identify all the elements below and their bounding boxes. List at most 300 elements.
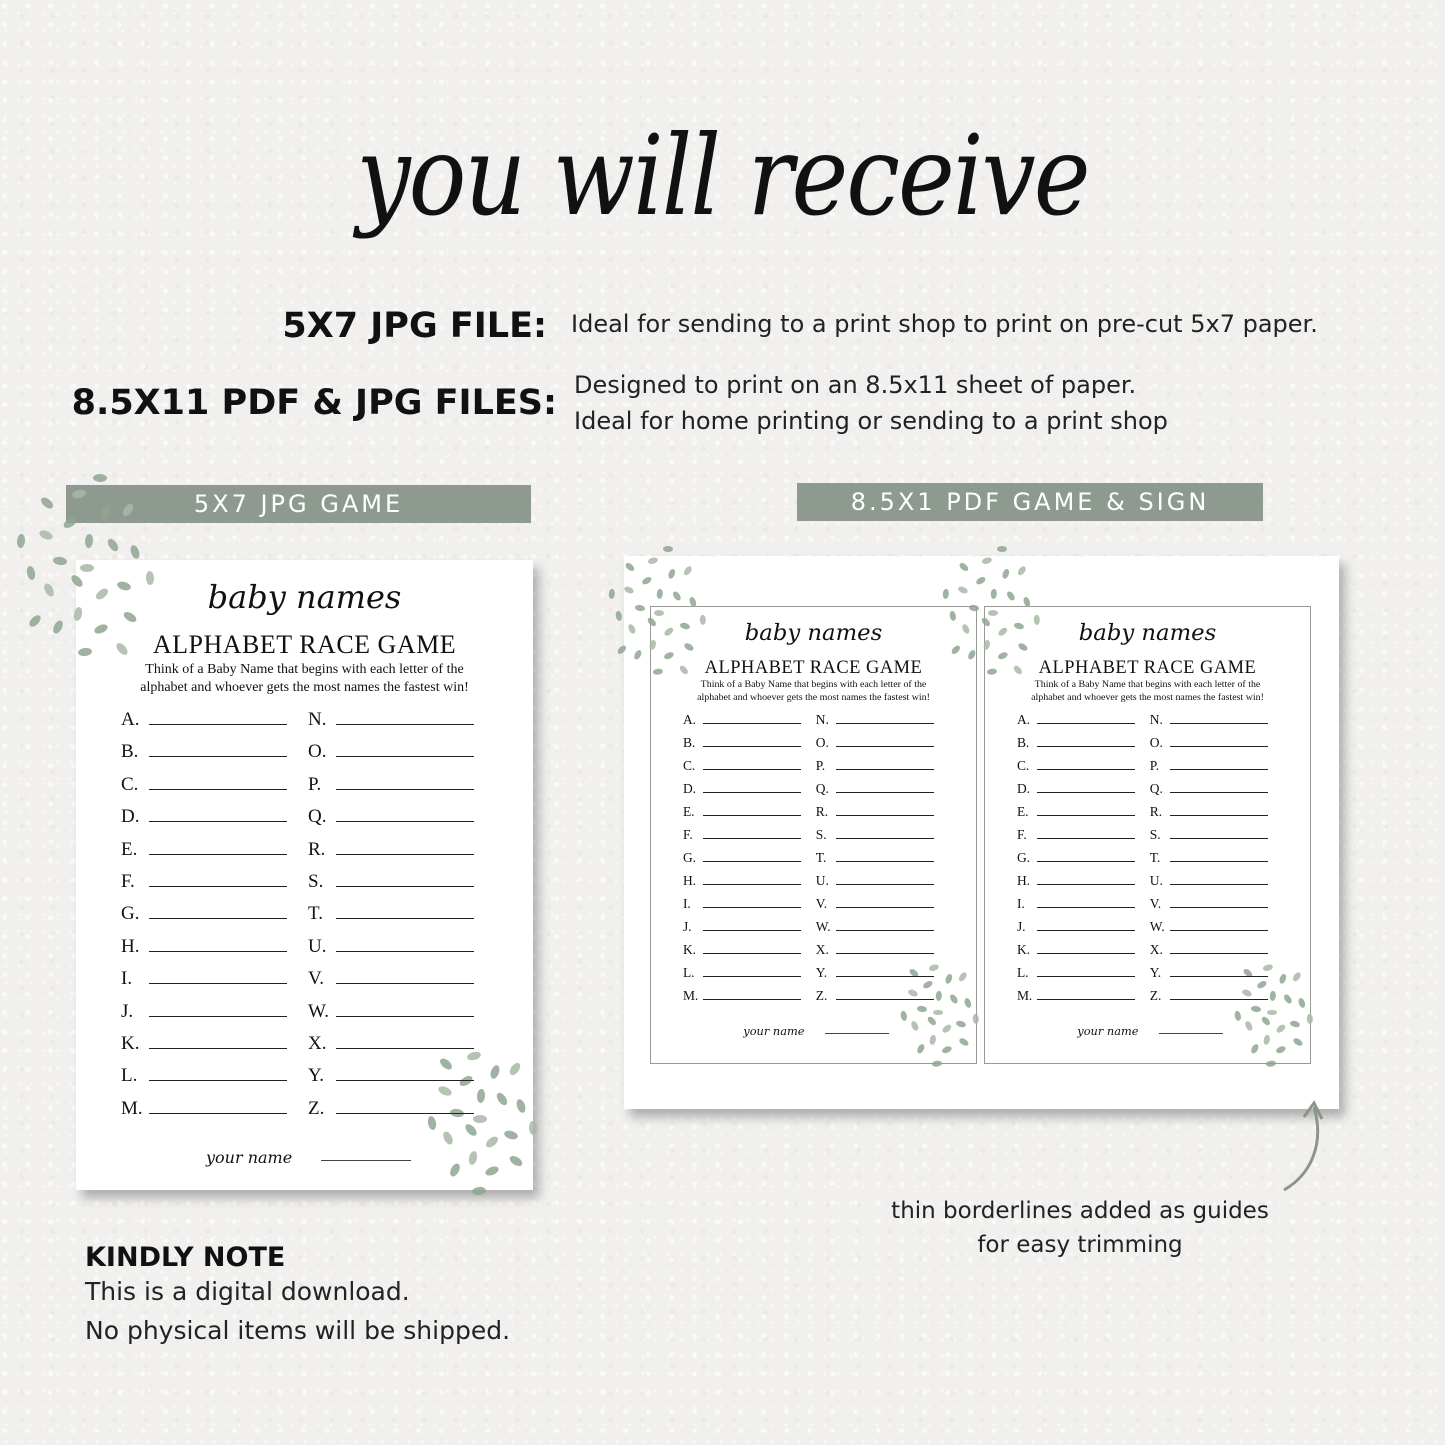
card57-answer-line — [336, 838, 474, 855]
file-desc-8x11-line1: Designed to print on an 8.5x11 sheet of paper. — [574, 371, 1137, 399]
card57-answer-line — [336, 773, 474, 790]
sheetB-letter-label: R. — [1149, 804, 1163, 820]
card57-letter-label: K. — [121, 1033, 140, 1054]
sheetB-answer-line — [1037, 942, 1135, 954]
sheetA-letter-label: N. — [815, 712, 829, 728]
sheetA-letter-label: A. — [682, 712, 697, 728]
sheetA-answer-line — [836, 827, 934, 839]
sheetB-letter-label: J. — [1016, 919, 1026, 935]
card57-letter-row — [121, 805, 287, 828]
sheetB-foliage-bottom-leaf — [1251, 1005, 1262, 1012]
card57-letter-label: T. — [308, 903, 323, 925]
sheetB-foliage-bottom-leaf — [1292, 971, 1302, 982]
sheetA-letter-label: C. — [682, 758, 696, 774]
card57-answer-line — [336, 870, 474, 887]
card57-letter-label: B. — [121, 741, 139, 763]
sheetB-answer-line — [1170, 781, 1268, 793]
sheetA-answer-line — [836, 965, 934, 977]
sheetA-foliage-bottom-leaf — [927, 1015, 938, 1026]
card57-foliage-top-leaf — [62, 516, 78, 530]
sheetA-letter-row — [683, 735, 801, 751]
card57-letter-row — [308, 805, 474, 828]
sheetA-answer-line — [703, 965, 801, 977]
sheetB-foliage-bottom-leaf — [1283, 993, 1293, 1004]
card57-script-title: baby names — [207, 578, 402, 616]
sheetA-instructions-2: alphabet and whoever gets the most names the fastest win! — [697, 692, 930, 704]
card57-answer-line — [149, 1097, 287, 1114]
card57-letter-label: O. — [308, 741, 327, 763]
sheetA-foliage-bottom-leaf — [958, 1037, 969, 1047]
sheetB-letter-row — [1017, 827, 1135, 843]
sheetA-foliage-top-leaf — [654, 610, 664, 616]
sheetA-letter-label: R. — [815, 804, 829, 820]
sheetA-foliage-bottom-leaf — [941, 1045, 952, 1054]
card57-letter-row — [308, 740, 474, 763]
sheetB-foliage-bottom-leaf — [1289, 1020, 1300, 1028]
sheetB-letter-label: H. — [1016, 873, 1031, 889]
sheetB-letter-row — [1150, 850, 1268, 866]
trim-caption-line2: for easy trimming — [977, 1232, 1183, 1258]
sheetA-letter-row — [816, 781, 934, 797]
sheetB-letter-row — [1017, 942, 1135, 958]
card57-foliage-top-leaf — [51, 619, 65, 635]
sheetA-foliage-bottom-leaf — [911, 1020, 921, 1031]
card57-answer-line — [336, 902, 474, 919]
card57-foliage-bottom-leaf — [507, 1061, 522, 1077]
sheetB-letter-row — [1150, 758, 1268, 774]
sheetB-foliage-top-leaf — [975, 576, 986, 586]
card57-answer-line — [149, 1000, 287, 1017]
card57-letter-label: H. — [121, 935, 140, 957]
sheetA-foliage-top-leaf — [609, 588, 616, 598]
sheetB-answer-line — [1170, 758, 1268, 770]
card57-letter-row — [121, 1064, 287, 1087]
card57-foliage-bottom-leaf — [471, 1186, 486, 1196]
card57-letter-row — [308, 1097, 474, 1120]
sheetB-letter-label: X. — [1149, 942, 1163, 958]
sheetB-letter-label: W. — [1149, 919, 1165, 935]
card57-answer-line — [336, 708, 474, 725]
sheetA-letter-row — [816, 827, 934, 843]
card57-foliage-bottom-leaf — [484, 1164, 500, 1177]
sheetA-letter-label: K. — [682, 942, 697, 958]
section-label-5x7: 5X7 JPG GAME — [66, 485, 531, 523]
sheetB-answer-line — [1170, 965, 1268, 977]
sheetA-foliage-bottom-leaf — [932, 1060, 943, 1067]
sheetB-answer-line — [1037, 965, 1135, 977]
sheetA-answer-line — [836, 804, 934, 816]
sheetB-foliage-bottom-leaf — [1267, 1010, 1277, 1016]
card57-letter-label: I. — [121, 968, 133, 990]
card57-foliage-top-leaf — [80, 564, 94, 572]
card57-answer-line — [149, 838, 287, 855]
card57-letter-label: R. — [308, 838, 326, 860]
card57-answer-line — [149, 740, 287, 757]
card57-letter-row — [121, 838, 287, 861]
card57-answer-line — [149, 773, 287, 790]
sheetB-foliage-bottom-leaf — [1266, 1060, 1277, 1067]
sheetA-answer-line — [703, 988, 801, 1000]
sheetA-letter-row — [683, 873, 801, 889]
sheetA-foliage-top-leaf — [627, 623, 637, 634]
card57-foliage-top-leaf — [38, 529, 54, 542]
sheetB-letter-label: Z. — [1149, 988, 1162, 1004]
card57-foliage-bottom-leaf — [495, 1091, 510, 1107]
sheetB-letter-row — [1150, 873, 1268, 889]
sheetB-foliage-top-leaf — [1016, 565, 1026, 576]
sheetB-letter-row — [1017, 896, 1135, 912]
sheetA-letter-row — [683, 896, 801, 912]
trim-caption-line1: thin borderlines added as guides — [891, 1198, 1269, 1224]
file-label-8x11: 8.5X11 PDF & JPG FILES: — [71, 383, 557, 423]
card57-foliage-top-leaf — [84, 534, 93, 549]
sheetB-letter-label: F. — [1016, 827, 1027, 843]
note-title: KINDLY NOTE — [85, 1242, 286, 1273]
card57-answer-line — [336, 805, 474, 822]
sheetA-answer-line — [836, 781, 934, 793]
sheetA-letter-row — [683, 850, 801, 866]
sheetB-answer-line — [1170, 827, 1268, 839]
sheetA-name-line — [825, 1033, 889, 1034]
card57-letter-label: A. — [121, 709, 140, 730]
sheetA-answer-line — [703, 896, 801, 908]
sheetB-answer-line — [1037, 758, 1135, 770]
sheetB-letter-label: Y. — [1149, 965, 1162, 981]
card57-foliage-bottom-leaf — [489, 1064, 501, 1080]
sheetB-letter-row — [1150, 804, 1268, 820]
card57-foliage-top-leaf — [25, 565, 36, 580]
card57-answer-line — [336, 1032, 474, 1049]
card57-foliage-bottom-leaf — [448, 1162, 462, 1178]
sheetB-foliage-bottom-leaf — [1245, 1020, 1255, 1031]
sheetA-title: ALPHABET RACE GAME — [704, 656, 923, 677]
sheetB-answer-line — [1037, 735, 1135, 747]
sheetA-letter-row — [816, 942, 934, 958]
sheetA-foliage-top-leaf — [633, 649, 643, 660]
sheetA-letter-label: V. — [815, 896, 828, 912]
sheetA-foliage-bottom-leaf — [955, 1020, 966, 1028]
sheetB-answer-line — [1037, 804, 1135, 816]
sheetB-answer-line — [1037, 896, 1135, 908]
card57-foliage-bottom-leaf — [473, 1115, 487, 1123]
sheetA-foliage-bottom-leaf — [963, 997, 972, 1008]
sheetA-letter-label: F. — [682, 827, 693, 843]
note-line2: No physical items will be shipped. — [85, 1316, 511, 1345]
card57-answer-line — [336, 967, 474, 984]
sheetB-instructions-1: Think of a Baby Name that begins with each letter of the — [1034, 679, 1261, 691]
sheetB-letter-label: A. — [1016, 712, 1031, 728]
sheetB-letter-label: L. — [1016, 965, 1029, 981]
card57-answer-line — [336, 935, 474, 952]
card57-letter-label: N. — [308, 709, 327, 730]
sheetB-letter-row — [1150, 712, 1268, 728]
card57-letter-label: Q. — [308, 806, 327, 828]
sheetA-foliage-top-leaf — [648, 556, 659, 564]
sheetA-answer-line — [703, 942, 801, 954]
sheetB-foliage-top-leaf — [1001, 568, 1010, 579]
card57-foliage-bottom-leaf — [515, 1098, 527, 1114]
sheetA-foliage-bottom-leaf — [945, 973, 954, 984]
card57-answer-line — [149, 1064, 287, 1081]
sheetA-letter-label: X. — [815, 942, 829, 958]
sheetB-answer-line — [1037, 712, 1135, 724]
sheetA-answer-line — [836, 988, 934, 1000]
card57-foliage-bottom-leaf — [484, 1134, 500, 1149]
card57-foliage-bottom-leaf — [529, 1120, 538, 1134]
card57-letter-row — [121, 870, 287, 893]
sheetB-foliage-bottom-leaf — [1292, 1037, 1303, 1047]
sheetB-letter-row — [1150, 735, 1268, 751]
sheetA-answer-line — [703, 712, 801, 724]
sheetA-letter-row — [683, 942, 801, 958]
sheetA-letter-row — [816, 873, 934, 889]
sheetB-letter-label: B. — [1016, 735, 1030, 751]
card57-answer-line — [149, 708, 287, 725]
sheetB-letter-label: K. — [1016, 942, 1031, 958]
sheetB-letter-row — [1017, 712, 1135, 728]
sheetB-title: ALPHABET RACE GAME — [1038, 656, 1257, 677]
sheetB-answer-line — [1037, 873, 1135, 885]
sheetA-answer-line — [703, 919, 801, 931]
sheetA-instructions-1: Think of a Baby Name that begins with each letter of the — [700, 679, 927, 691]
card57-foliage-bottom-leaf — [467, 1150, 478, 1165]
sheetA-foliage-top-leaf — [634, 605, 645, 612]
sheetB-foliage-bottom-leaf — [1234, 1010, 1241, 1021]
sheetA-foliage-bottom-leaf — [933, 1010, 943, 1016]
card57-letter-row — [308, 1064, 474, 1087]
sheetA-letter-row — [816, 919, 934, 935]
sheetA-answer-line — [836, 735, 934, 747]
sheetA-letter-label: E. — [682, 804, 695, 820]
sheetB-letter-row — [1017, 758, 1135, 774]
sheetB-foliage-top-leaf — [988, 610, 998, 616]
card57-letter-row — [308, 1000, 474, 1023]
card57-foliage-bottom-leaf — [508, 1153, 524, 1167]
sheetA-foliage-top-leaf — [616, 645, 627, 656]
sheetB-instructions-2: alphabet and whoever gets the most names the fastest win! — [1031, 692, 1264, 704]
page-heading: you will receive — [356, 111, 1089, 241]
sheetB-letter-label: I. — [1016, 896, 1025, 912]
sheetA-foliage-bottom-leaf — [916, 1043, 926, 1054]
card57-letter-label: M. — [121, 1097, 143, 1119]
sheetB-foliage-bottom-leaf — [1263, 1035, 1271, 1046]
sheetA-letter-row — [816, 896, 934, 912]
sheetA-letter-label: U. — [815, 873, 829, 889]
card57-letter-row — [121, 935, 287, 958]
sheetB-letter-label: D. — [1016, 781, 1031, 797]
sheetB-foliage-bottom-leaf — [1307, 1014, 1313, 1024]
sheetA-foliage-bottom-leaf — [917, 1005, 928, 1012]
sheetA-foliage-top-leaf — [625, 561, 636, 572]
sheetA-answer-line — [836, 873, 934, 885]
sheetB-script-title: baby names — [1078, 619, 1217, 646]
card57-foliage-top-leaf — [39, 496, 55, 511]
sheetB-answer-line — [1037, 850, 1135, 862]
sheetA-answer-line — [836, 850, 934, 862]
card57-foliage-top-leaf — [42, 582, 55, 598]
sheetA-foliage-top-leaf — [624, 585, 635, 594]
sheetA-foliage-top-leaf — [657, 588, 663, 598]
sheetA-letter-label: D. — [682, 781, 697, 797]
sheetA-answer-line — [703, 873, 801, 885]
sheetA-foliage-bottom-leaf — [936, 991, 942, 1001]
sheetB-answer-line — [1170, 735, 1268, 747]
card57-letter-row — [121, 1097, 287, 1120]
sheetB-foliage-bottom-leaf — [1276, 1023, 1287, 1034]
card57-letter-label: E. — [121, 838, 138, 860]
card57-letter-label: P. — [308, 773, 322, 795]
sheetB-foliage-top-leaf — [1023, 596, 1032, 607]
game-card-5x7 — [76, 560, 533, 1190]
sheetA-letter-row — [683, 919, 801, 935]
sheetB-letter-label: C. — [1016, 758, 1030, 774]
sheetA-letter-label: T. — [815, 850, 827, 866]
sheetA-letter-label: H. — [682, 873, 697, 889]
sheetB-letter-row — [1017, 804, 1135, 820]
kindly-note — [85, 1242, 510, 1345]
card57-letter-row — [121, 1032, 287, 1055]
card57-letter-label: V. — [308, 968, 325, 990]
sheetA-answer-line — [836, 712, 934, 724]
card57-foliage-top-leaf — [93, 474, 107, 482]
sheetA-letter-label: P. — [815, 758, 826, 774]
sheetB-foliage-bottom-leaf — [1250, 1043, 1260, 1054]
card57-letter-row — [308, 935, 474, 958]
game-card-8x11-right — [984, 606, 1311, 1064]
sheetB-letter-row — [1017, 873, 1135, 889]
card57-letter-label: U. — [308, 935, 327, 957]
sheetA-answer-line — [703, 804, 801, 816]
sheetA-answer-line — [703, 758, 801, 770]
sheetB-foliage-bottom-leaf — [1270, 991, 1276, 1001]
card57-answer-line — [149, 1032, 287, 1049]
sheetB-letter-row — [1150, 919, 1268, 935]
sheetA-letter-label: W. — [815, 919, 831, 935]
curved-arrow-icon — [1270, 1095, 1340, 1195]
sheetB-answer-line — [1170, 896, 1268, 908]
card57-your-name: your name — [206, 1148, 293, 1167]
sheetB-foliage-top-leaf — [982, 556, 993, 564]
sheetB-answer-line — [1170, 873, 1268, 885]
card57-letter-label: X. — [308, 1033, 327, 1054]
card57-answer-line — [149, 935, 287, 952]
card57-letter-row — [308, 1032, 474, 1055]
sheetA-answer-line — [836, 896, 934, 908]
sheetA-foliage-top-leaf — [672, 590, 682, 601]
card57-foliage-bottom-leaf — [464, 1122, 479, 1138]
sheetA-letter-row — [683, 781, 801, 797]
sheetA-foliage-bottom-leaf — [958, 971, 968, 982]
sheetB-letter-label: P. — [1149, 758, 1160, 774]
note-line1: This is a digital download. — [85, 1277, 410, 1306]
section-label-8x11: 8.5X1 PDF GAME & SIGN — [797, 483, 1263, 521]
sheetB-answer-line — [1037, 988, 1135, 1000]
sheetB-foliage-top-leaf — [959, 561, 970, 572]
card57-answer-line — [336, 1000, 474, 1017]
sheetA-letter-row — [816, 712, 934, 728]
sheetB-letter-label: G. — [1016, 850, 1031, 866]
sheetB-foliage-top-leaf — [943, 588, 950, 598]
card57-letter-label: F. — [121, 871, 135, 892]
sheetB-your-name: your name — [1077, 1024, 1139, 1039]
sheetA-foliage-bottom-leaf — [900, 1010, 907, 1021]
card57-letter-row — [308, 870, 474, 893]
sheetA-letter-label: Q. — [815, 781, 829, 797]
sheetA-letter-label: L. — [682, 965, 695, 981]
sheetA-foliage-bottom-leaf — [942, 1023, 953, 1034]
sheetA-answer-line — [703, 735, 801, 747]
card57-name-line — [321, 1160, 411, 1161]
sheetA-foliage-bottom-leaf — [973, 1014, 979, 1024]
sheetA-foliage-bottom-leaf — [949, 993, 959, 1004]
sheetB-foliage-top-leaf — [991, 588, 997, 598]
file-label-5x7: 5X7 JPG FILE: — [282, 306, 547, 346]
card57-letter-label: Y. — [308, 1065, 325, 1087]
sheetA-letter-label: J. — [682, 919, 692, 935]
sheetA-answer-line — [836, 942, 934, 954]
sheetB-letter-row — [1150, 827, 1268, 843]
sheetB-letter-row — [1017, 781, 1135, 797]
card57-answer-line — [336, 1097, 474, 1114]
card57-letter-row — [308, 838, 474, 861]
card57-letter-label: W. — [308, 1000, 329, 1022]
sheetB-letter-label: N. — [1149, 712, 1163, 728]
sheetA-answer-line — [703, 827, 801, 839]
sheetA-letter-row — [683, 965, 801, 981]
sheetA-script-title: baby names — [744, 619, 883, 646]
card57-letter-label: C. — [121, 773, 139, 795]
sheetB-letter-row — [1150, 965, 1268, 981]
trim-caption — [840, 1194, 1320, 1262]
game-sheet-8x11 — [624, 556, 1339, 1109]
sheetA-foliage-bottom-leaf — [929, 1035, 937, 1046]
sheetA-letter-row — [683, 758, 801, 774]
sheetB-letter-row — [1150, 942, 1268, 958]
sheetA-letter-row — [816, 804, 934, 820]
sheetB-letter-label: Q. — [1149, 781, 1163, 797]
sheetA-foliage-top-leaf — [682, 565, 692, 576]
sheetB-answer-line — [1037, 919, 1135, 931]
card57-foliage-top-leaf — [17, 534, 26, 549]
sheetA-your-name: your name — [743, 1024, 805, 1039]
card57-foliage-top-leaf — [129, 544, 141, 560]
sheetB-letter-label: E. — [1016, 804, 1029, 820]
card57-letter-label: S. — [308, 871, 324, 892]
card57-answer-line — [149, 805, 287, 822]
sheetB-foliage-top-leaf — [1006, 590, 1016, 601]
card57-title: ALPHABET RACE GAME — [152, 630, 457, 659]
sheetA-letter-label: Z. — [815, 988, 828, 1004]
card57-letter-label: G. — [121, 903, 140, 925]
card57-answer-line — [149, 902, 287, 919]
card57-letter-row — [121, 773, 287, 796]
card57-letter-row — [121, 708, 287, 731]
sheetA-letter-row — [816, 850, 934, 866]
sheetB-answer-line — [1170, 712, 1268, 724]
card57-foliage-bottom-leaf — [441, 1130, 454, 1146]
card57-letter-label: L. — [121, 1065, 138, 1087]
sheetA-letter-label: G. — [682, 850, 697, 866]
card57-letter-row — [121, 1000, 287, 1023]
sheetA-foliage-top-leaf — [615, 610, 622, 621]
card57-foliage-top-leaf — [52, 557, 67, 567]
card57-foliage-bottom-leaf — [503, 1129, 519, 1141]
sheetB-letter-row — [1017, 919, 1135, 935]
sheetB-answer-line — [1170, 804, 1268, 816]
sheetB-letter-label: O. — [1149, 735, 1163, 751]
sheetB-answer-line — [1170, 988, 1268, 1000]
sheetB-foliage-bottom-leaf — [1279, 973, 1288, 984]
